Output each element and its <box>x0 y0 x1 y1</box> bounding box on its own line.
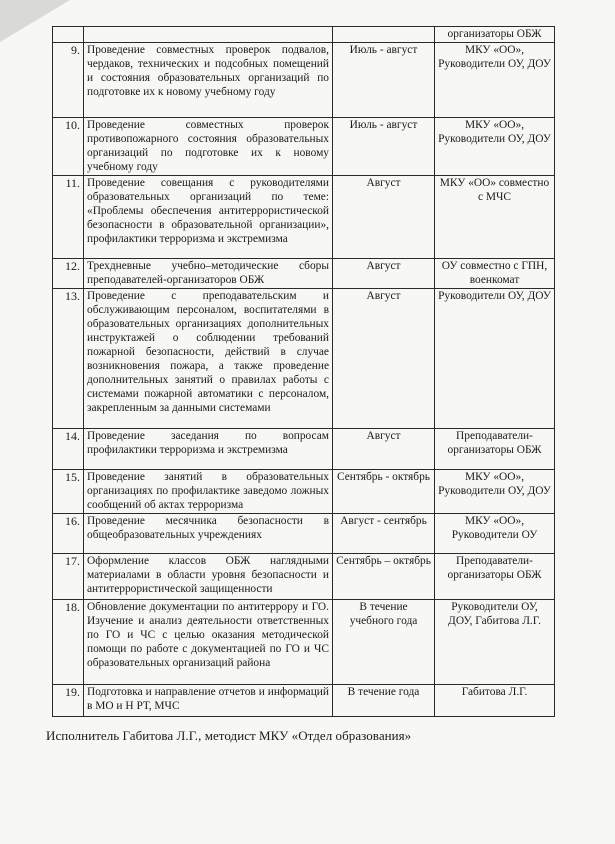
row-period: Июль - август <box>333 118 435 176</box>
table-row <box>53 429 555 470</box>
row-responsible: МКУ «ОО», Руководители ОУ, ДОУ <box>435 118 555 176</box>
row-period: В течение года <box>333 685 435 717</box>
row-description: Трехдневные учебно–методические сборы преподавателей-организаторов ОБЖ <box>84 259 333 289</box>
row-number: 16. <box>53 514 84 554</box>
row-number: 19. <box>53 685 84 717</box>
row-number: 14. <box>53 429 84 470</box>
table-row <box>53 514 555 554</box>
row-number: 10. <box>53 118 84 176</box>
row-number: 17. <box>53 554 84 600</box>
row-description: Проведение заседания по вопросам профилактики терроризма и экстремизма <box>84 429 333 470</box>
row-number: 11. <box>53 176 84 259</box>
row-description: Проведение месячника безопасности в общеобразовательных учреждениях <box>84 514 333 554</box>
table-row <box>53 43 555 118</box>
row-responsible: организаторы ОБЖ <box>435 27 555 43</box>
row-number <box>53 27 84 43</box>
row-description: Проведение совместных проверок противопожарного состояния образовательных организаций по подготовке их к новому учебному году <box>84 118 333 176</box>
executor-signature-line: Исполнитель Габитова Л.Г., методист МКУ «Отдел образования» <box>46 728 412 743</box>
row-number: 15. <box>53 470 84 514</box>
row-number: 12. <box>53 259 84 289</box>
row-period: Август - сентябрь <box>333 514 435 554</box>
plan-table <box>52 26 555 717</box>
row-description: Оформление классов ОБЖ наглядными материалами в области уровня безопасности и антитеррористической защищенности <box>84 554 333 600</box>
row-period: Август <box>333 259 435 289</box>
row-responsible: МКУ «ОО», Руководители ОУ, ДОУ <box>435 470 555 514</box>
row-description: Проведение совещания с руководителями образовательных организаций по теме: «Проблемы обеспечения антитеррористической безопасности в образовательной организации», профилактики терроризма и экстремизма <box>84 176 333 259</box>
row-period <box>333 27 435 43</box>
row-responsible: МКУ «ОО», Руководители ОУ <box>435 514 555 554</box>
row-responsible: Габитова Л.Г. <box>435 685 555 717</box>
table-row <box>53 259 555 289</box>
table-row <box>53 118 555 176</box>
row-responsible: МКУ «ОО» совместно с МЧС <box>435 176 555 259</box>
row-description: Обновление документации по антитеррору и ГО. Изучение и анализ деятельности ответственных по ГО и ЧС с целью оказания методической помощи по работе с документацией по ГО и ЧС образовательных организаций района <box>84 600 333 685</box>
row-number: 13. <box>53 289 84 429</box>
table-row <box>53 176 555 259</box>
row-responsible: Преподаватели-организаторы ОБЖ <box>435 429 555 470</box>
row-description: Подготовка и направление отчетов и информаций в МО и Н РТ, МЧС <box>84 685 333 717</box>
row-number: 9. <box>53 43 84 118</box>
row-period: Август <box>333 176 435 259</box>
row-period: Август <box>333 289 435 429</box>
row-description: Проведение совместных проверок подвалов, чердаков, технических и подсобных помещений и состояния образовательных организаций по подготовке их к новому учебному году <box>84 43 333 118</box>
table-row <box>53 27 555 43</box>
row-description <box>84 27 333 43</box>
table-row <box>53 554 555 600</box>
table-row <box>53 289 555 429</box>
table-row <box>53 470 555 514</box>
table-row <box>53 600 555 685</box>
row-period: Июль - август <box>333 43 435 118</box>
table-row <box>53 685 555 717</box>
row-responsible: Преподаватели-организаторы ОБЖ <box>435 554 555 600</box>
row-responsible: Руководители ОУ, ДОУ <box>435 289 555 429</box>
row-responsible: ОУ совместно с ГПН, военкомат <box>435 259 555 289</box>
row-period: Сентябрь - октябрь <box>333 470 435 514</box>
row-responsible: Руководители ОУ, ДОУ, Габитова Л.Г. <box>435 600 555 685</box>
row-responsible: МКУ «ОО», Руководители ОУ, ДОУ <box>435 43 555 118</box>
row-period: В течение учебного года <box>333 600 435 685</box>
row-period: Август <box>333 429 435 470</box>
row-description: Проведение занятий в образовательных организациях по профилактике заведомо ложных сообщений об актах терроризма <box>84 470 333 514</box>
row-description: Проведение с преподавательским и обслуживающим персоналом, воспитателями в образовательных организациях дополнительных инструктажей о соблюдении требований пожарной безопасности, действий в случае возникновения пожара, а также проведение дополнительных занятий о правилах работы с системами пожарной автоматики с персоналом, закрепленным за данными системами <box>84 289 333 429</box>
row-number: 18. <box>53 600 84 685</box>
row-period: Сентябрь – октябрь <box>333 554 435 600</box>
